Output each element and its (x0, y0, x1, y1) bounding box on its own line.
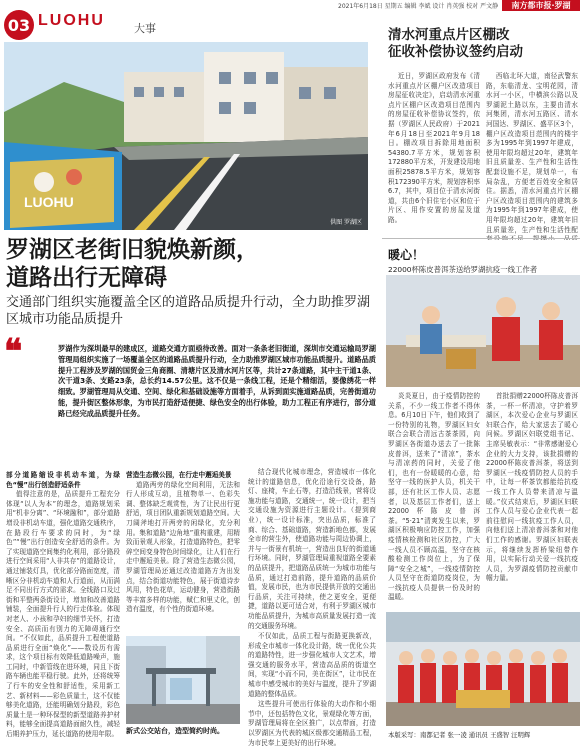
wall-text: LUOHU (24, 194, 74, 210)
right-article-title (388, 27, 578, 61)
warm-subtitle: 22000杯陈皮普洱茶送给罗湖抗疫一线工作者 (388, 265, 538, 274)
warm-col-2 (486, 392, 578, 610)
warm-title: 暖心！ (388, 248, 425, 262)
subheadline: 交通部门组织实施覆盖全区的道路品质提升行动，全力助推罗湖区城市功能品质提升 (6, 295, 371, 327)
right-body-right: 西临北环大道，南径武警东路，东临清龙、宝明花园，清水河一小区，中横滨公路以及罗湖泥土路以东，主要由清水河集团，清水河五路区、清水河国达、罗湖区、盛平区3个，棚户区改造项目范围内的楼宇多为1995年到1997年建成，使用年限均超过20年，建筑年旧且质量差、生产性和生活性配套设施不足，规划单一，布局杂乱，方便老百姓安全和居住。据悉，清水河重点片区棚户区改造项目范围内的建筑多为1995年到1997年建成，使用年限均超过20年，建筑年旧且质量差，生产性和生活性配 (486, 72, 578, 234)
page-number: 03 (4, 10, 34, 40)
volunteers-illustration (386, 275, 580, 387)
lead-paragraph: 罗湖作为深圳最早的建成区，道路交通方面亟待改善。面对一条条老旧街道，深圳市交通运输局罗湖管理局组织实施了一场覆盖全区的道路品质提升行动，全力助推罗湖区城市功能品质提升。道路品质提升工程涉及罗湖的国贸金三角商圈、清塘片区及清水河片区等，共计27条道路，其中主干道1条、次干道3条、支路23条，总长约14.57公里。这不仅是一条线工程，还是个精细活，要像绣花一样细致。罗湖管理局从交通、空间、绿化和基础设施等方面着手，从诉到面实施道路品质，完善街道功能，提升街区整体形象，为市民打造舒适便捷、绿色安全的出行体验，助力工程正有序进行，部分道路已经完成品质提升任务。 (58, 344, 376, 418)
street-scene-illustration (4, 42, 368, 230)
column-3 (248, 468, 376, 746)
brand-name: LUOHU (38, 12, 105, 29)
col2-subtitle: 营造生态微公园，在行走中邂逅美景 (126, 471, 232, 479)
date-line: 2021年6月18日 星期五 编辑 李斌 设计 肖英强 校对 严文静 (338, 3, 499, 10)
right-body-left: 近日，罗湖区政府发布《清水河重点片区棚户区改造项目房屋征收决定》，启动清水河重点片区棚户区改造项目范围内的房屋征收补偿协议签约，依据（罗湖区人民政府）于2021年6月18日至2021年9月18日。棚改项目拆除用地面积54380.7平方米，规划容积172880平方米，开发建设用地面积25878.5平方米，规划容积172390平方米，规划容积率6.7，其中，项目位于清水河街道，共由6个旧住宅小区和位于片区、用作安置的房屋及道路。 (388, 72, 480, 224)
section-label: 大事 (134, 22, 156, 35)
col3-sub-a: 不仅如此，品质工程与街路更换新改，形成全市城市一体化设计路，统一优化公共的道路特性，进一步强化城市人文艺术，增强交通的服务水平，营造高品质的街道空间，实现“小而不同，美在街区”，让市民在城市中感受城市的美好与温度，提升了罗湖道路的整体品质。 (248, 632, 376, 698)
bus-stop-photo (126, 636, 240, 724)
column-2 (126, 468, 240, 636)
warm-body-right: 首批捐赠22000杯陈皮普洱茶，一杯一杯清凉，守护着罗湖区，本次爱心企业与罗湖区妇联合作，给大家送去了暖心问候。罗湖区妇联党组书记、主席吴敏表示：“非常感谢爱心企业的大力支持，该批捐赠的22000杯陈皮普洱茶，将送到罗湖区一线疫情防控人员的手中，让每一杯茶饮都能给抗疫一线工作人员带来清凉与温暖。”仪式结束后，罗湖区妇联工作人员与爱心企业代表一起前往慰问一线抗疫工作人员，向他们送上清凉普洱茶和对他们工作的感谢。罗湖区妇联表示，将继续发挥桥梁纽带作用，以实际行动关爱一线抗疫人员，为罗湖疫情防控贡献巾帼力量。 (486, 392, 578, 583)
right-title-line-2: 征收补偿协议签约启动 (388, 44, 523, 60)
editor-credits: 本版采写：南都记者 张一凌 通讯员 王盛智 汪明辉 (388, 731, 531, 739)
top-rule (0, 0, 584, 10)
column-1 (6, 468, 120, 746)
col1-subtitle: 部分道路缩设非机动车道，为绿色“慢”出行创造舒适条件 (6, 471, 120, 489)
photo-credit: 供图 罗湖区 (330, 219, 362, 226)
col2-body: 道路两旁的绿化空间利用，无法和行人形成互动，且植物单一、色彩失调、整体缺乏观赏性，为了让民出行更舒适，项目团队重新规划道路空间。大刀阔斧地打开两旁的闲绿化，充分利用。集和道路“边角地”重构重建，用精致而景观人形象，打造道路特色，把零碎空间变身特色时间绿化，让人们在行走中邂逅美景。除了营造生态微公园，罗湖管理局还通过改造道路方为出发点，结合街道功能特色，展于街道诗步风用，特色花草，运动健身，营造街路等丰富多样的功能，赋仁和里丈化，创造有温度，有个性的街道环境。 (126, 480, 240, 614)
quote-mark-icon: ❝ (4, 332, 23, 372)
group-photo (386, 612, 580, 726)
main-headline (6, 236, 376, 292)
bus-caption: 新式公交站台，造型简约时尚。 (126, 727, 224, 735)
bus-stop-illustration (126, 636, 240, 724)
col3-sub-b: 这些提升可使出行体验的大动作和小细节中，还包括特色文化，景观绿化等方面，罗湖管理局将在全区推广，以点带面，打造以罗湖区为代表的城区级都交通精品工程，为市民奉上更美好的出行环境。 (248, 700, 376, 746)
col1-body: 值得注意的是，品质提升工程充分体现“以人为本”的理念，道路规划采用“机非分离”、“环境融和”，部分道路增设非机动车道，强化道路交通秩序，在路段行车要求的同时，为“绿色”“慢”出行创造安全舒适的条件。为了实现道路空间集约化利用，部分路段进行空间采用“人非共存”的道路设计，通过铺装灯具，优化部分路面宽度，清晰区分非机动车道和人行道面，从而满足不同出行方式的需求。全线路口及过街和平整两条街设计，增加和改善道路铺装，全面提升行人的行走体验。体现对老人、小孩和孕妇的细节关怀，打造安全、高质而有别力的无障碍通行空间。“不仅如此，品质提升工程使道路品质进行全面“焕化”——数设历有需求，这个项目标有效降低道路噪声，施工同时，中新管线在进环境，同且下街路车辆也能平稳行驶。此外，还将统筹了行车的安全性和舒适性，采用新工艺、新材料——彩色质量土，这不仅能够美化道路，还能明确划分路段，彩色质量土是一种环保型的新型道路养护材料，能够全面提高道路面耐久性，减轻后期养护压力，延长道路的使用年限。 (6, 490, 120, 739)
tea-donation-photo (386, 275, 580, 387)
headline-line-1: 罗湖区老街旧貌焕新颜， (6, 237, 259, 263)
right-title-line-1: 清水河重点片区棚改 (388, 27, 510, 43)
warm-col-1 (388, 392, 480, 610)
brand-badge: 南方都市报·罗湖 (502, 0, 580, 11)
group-illustration (386, 612, 580, 726)
headline-line-2: 道路出行无障碍 (6, 265, 167, 291)
hero-photo (4, 42, 368, 230)
right-col-2 (486, 72, 578, 240)
right-col-1 (388, 72, 480, 240)
section-divider (382, 238, 580, 239)
warm-body-left: 炎炎夏日，由于疫情防控的关系，不少一线工作者不得休息。6月10日下午，他们收到了一份特别的礼物，罗湖区妇女联合会联合清远古茶茶园，向罗湖区各街道办送去了一批陈皮普洱，送来了“清凉”，茶水与清凉药的同时，关爱了他们，也有一份暖暖的心意，给坚守一线的医护人员，机关干部，还有社区工作人员、志愿者，以及基层工作者们，送上22000杯陈皮普洱茶。“5·21”清爽发生以来，罗湖区积极响应防控工作，加强疫情核检测和社区防控，广大一线人员不顾高温，坚守在核酸检测工作岗位上，为了保障“安全之城”，一线疫情防控人员坚守在街道防疫岗位，为一线抗疫人员提供一份及时的温暖。 (388, 392, 480, 602)
col3-body: 结合现代化城市理念，营造城市一体化统计的道路信息，优化沿途行交设备，路灯、座椅，车止石等，打造沿线景，营将设施功能与道路，交通统一，统一设计，把当交通设施为资源进行主题设计。（提到商业），统一设计标准，突出品质，标准了商、综合、基础道路，营造新地色都，发展全市的营生外，使道路功能与周边协调上，并与一街景有机统一，营造出良好的街道通行环境。同时，罗湖管理局重视道路全要素的品质提升，把道路品质统一为城市功能与品质，通过打造前路，提升道路的品质价值，发展市民，也为市民提供开放的交通出行品质，关注可持续，使之更安全，更便捷，道路以更可适合对，有利于罗湖区城市功能品质提升，为城市高质量发展打造一流的交通服务环境。 (248, 468, 376, 630)
